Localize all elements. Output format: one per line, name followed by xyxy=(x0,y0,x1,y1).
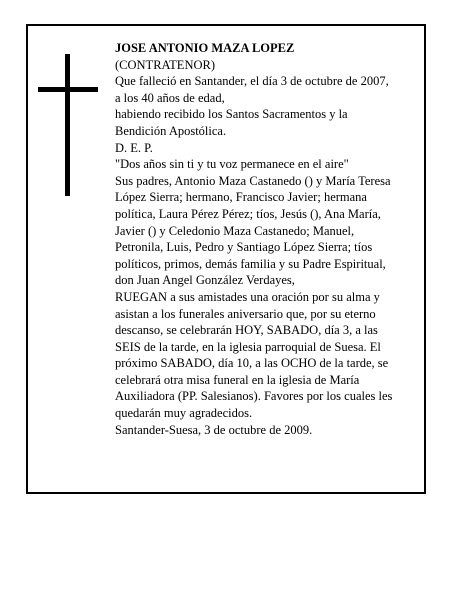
text-line: habiendo recibido los Santos Sacramentos y la xyxy=(115,107,348,122)
text-line: celebrará otra misa funeral en la iglesia de María xyxy=(115,372,360,387)
text-line: Bendición Apostólica. xyxy=(115,123,227,138)
text-line: descanso, se celebrarán HOY, SABADO, día 3, a las xyxy=(115,323,378,338)
text-line: Auxiliadora (PP. Salesianos). Favores por los cuales les xyxy=(115,389,393,404)
text-line: próximo SABADO, día 10, a las OCHO de la tarde, se xyxy=(115,356,389,371)
text-line: López Sierra; hermano, Francisco Javier; hermana xyxy=(115,190,367,205)
text-line: SEIS de la tarde, en la iglesia parroquial de Suesa. El xyxy=(115,339,381,354)
text-line: Sus padres, Antonio Maza Castanedo () y María Teresa xyxy=(115,173,391,188)
text-line: Javier () y Celedonio Maza Castanedo; Manuel, xyxy=(115,223,355,238)
text-line: don Juan Angel González Verdayes, xyxy=(115,273,295,288)
date-signature-line: Santander-Suesa, 3 de octubre de 2009. xyxy=(115,422,313,437)
deceased-nickname: (CONTRATENOR) xyxy=(115,57,215,72)
dep-line: D. E. P. xyxy=(115,140,153,155)
cross-icon xyxy=(38,54,98,196)
obituary-text xyxy=(115,40,420,438)
text-line: políticos, primos, demás familia y su Padre Espiritual, xyxy=(115,256,386,271)
deceased-name: JOSE ANTONIO MAZA LOPEZ xyxy=(115,41,295,55)
text-line: política, Laura Pérez Pérez; tíos, Jesús (), Ana María, xyxy=(115,206,381,221)
text-line: Petronila, Luis, Pedro y Santiago López Sierra; tíos xyxy=(115,240,373,255)
quote-line: "Dos años sin ti y tu voz permanece en el aire" xyxy=(115,157,349,172)
text-line: Que falleció en Santander, el día 3 de octubre de 2007, xyxy=(115,74,389,89)
cross-vertical-bar xyxy=(65,54,70,196)
text-line: quedarán muy agradecidos. xyxy=(115,406,253,421)
text-line: asistan a los funerales aniversario que, por su eterno xyxy=(115,306,376,321)
text-line: RUEGAN a sus amistades una oración por su alma y xyxy=(115,289,380,304)
text-line: a los 40 años de edad, xyxy=(115,90,225,105)
cross-horizontal-bar xyxy=(38,87,98,92)
obituary-notice xyxy=(26,24,426,494)
